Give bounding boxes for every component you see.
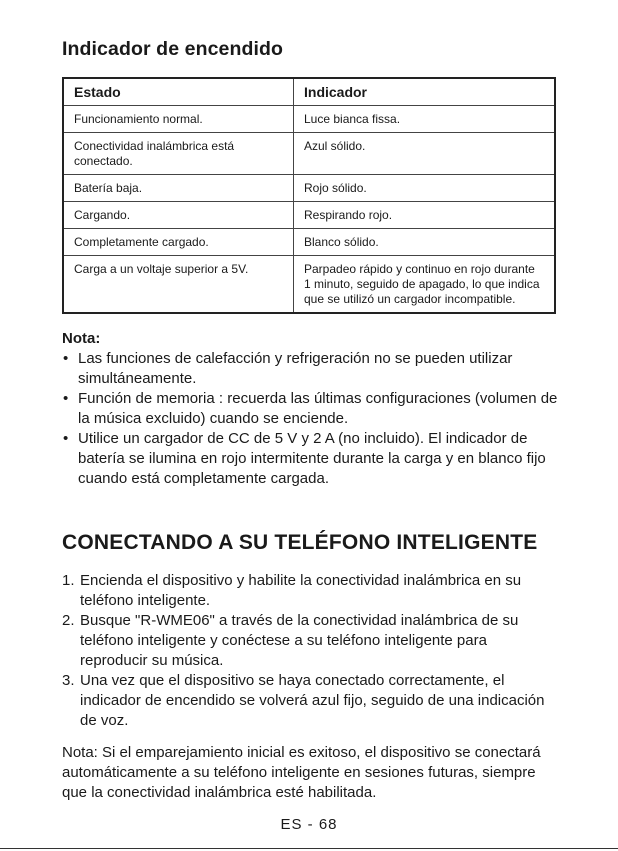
table-row bbox=[63, 202, 555, 229]
note-item: • Las funciones de calefacción y refrigeración no se pueden utilizar simultáneamente. bbox=[62, 349, 558, 389]
state-cell: Cargando. bbox=[63, 202, 294, 229]
step-item bbox=[62, 571, 558, 611]
state-cell: Funcionamiento normal. bbox=[63, 106, 294, 133]
page-number: ES - 68 bbox=[280, 816, 338, 833]
indicator-cell: Rojo sólido. bbox=[294, 175, 556, 202]
header-indicador: Indicador bbox=[294, 78, 556, 106]
header-estado: Estado bbox=[63, 78, 294, 106]
section-title-connecting: CONECTANDO A SU TELÉFONO INTELIGENTE bbox=[62, 531, 538, 554]
table-header-row bbox=[63, 78, 555, 106]
table-row bbox=[63, 229, 555, 256]
note-heading: Nota: bbox=[62, 330, 101, 347]
steps-list bbox=[62, 571, 558, 731]
table-row bbox=[63, 133, 555, 175]
step-text: Una vez que el dispositivo se haya conectado correctamente, el indicador de encendido se volverá azul fijo, seguido de una indicación de voz. bbox=[80, 672, 545, 729]
note-item: • Función de memoria : recuerda las últimas configuraciones (volumen de la música excluido) cuando se enciende. bbox=[62, 389, 558, 429]
indicator-table bbox=[62, 77, 556, 314]
step-item bbox=[62, 611, 558, 671]
table-row bbox=[63, 175, 555, 202]
indicator-cell: Parpadeo rápido y continuo en rojo durante 1 minuto, seguido de apagado, lo que indica que se utilizó un cargador incompatible. bbox=[294, 256, 556, 314]
step-number: 1. bbox=[62, 572, 75, 589]
state-cell: Completamente cargado. bbox=[63, 229, 294, 256]
section-title-indicator: Indicador de encendido bbox=[62, 38, 284, 60]
step-number: 3. bbox=[62, 672, 75, 689]
note-item: • Utilice un cargador de CC de 5 V y 2 A (no incluido). El indicador de batería se ilumina en rojo intermitente durante la carga y en blanco fijo cuando está completamente cargada. bbox=[62, 429, 558, 489]
state-cell: Carga a un voltaje superior a 5V. bbox=[74, 262, 249, 276]
indicator-cell: Blanco sólido. bbox=[294, 229, 556, 256]
state-cell: Conectividad inalámbrica está conectado. bbox=[63, 133, 294, 175]
indicator-cell: Luce bianca fissa. bbox=[294, 106, 556, 133]
manual-page bbox=[62, 38, 558, 803]
state-cell: Batería baja. bbox=[63, 175, 294, 202]
step-text: Encienda el dispositivo y habilite la conectividad inalámbrica en su teléfono inteligente. bbox=[80, 572, 522, 609]
bottom-divider bbox=[0, 848, 618, 849]
pairing-note: Nota: Si el emparejamiento inicial es exitoso, el dispositivo se conectará automáticamente a su teléfono inteligente en sesiones futuras, siempre que la conectividad inalámbrica esté habilitada. bbox=[62, 744, 541, 801]
step-text: Busque "R-WME06" a través de la conectividad inalámbrica de su teléfono inteligente y conéctese a su teléfono inteligente para reproducir su música. bbox=[80, 612, 519, 669]
table-row bbox=[63, 256, 555, 314]
indicator-cell: Azul sólido. bbox=[294, 133, 556, 175]
indicator-cell: Respirando rojo. bbox=[294, 202, 556, 229]
step-number: 2. bbox=[62, 612, 75, 629]
step-item bbox=[62, 671, 558, 731]
table-row bbox=[63, 106, 555, 133]
note-list bbox=[62, 349, 558, 489]
